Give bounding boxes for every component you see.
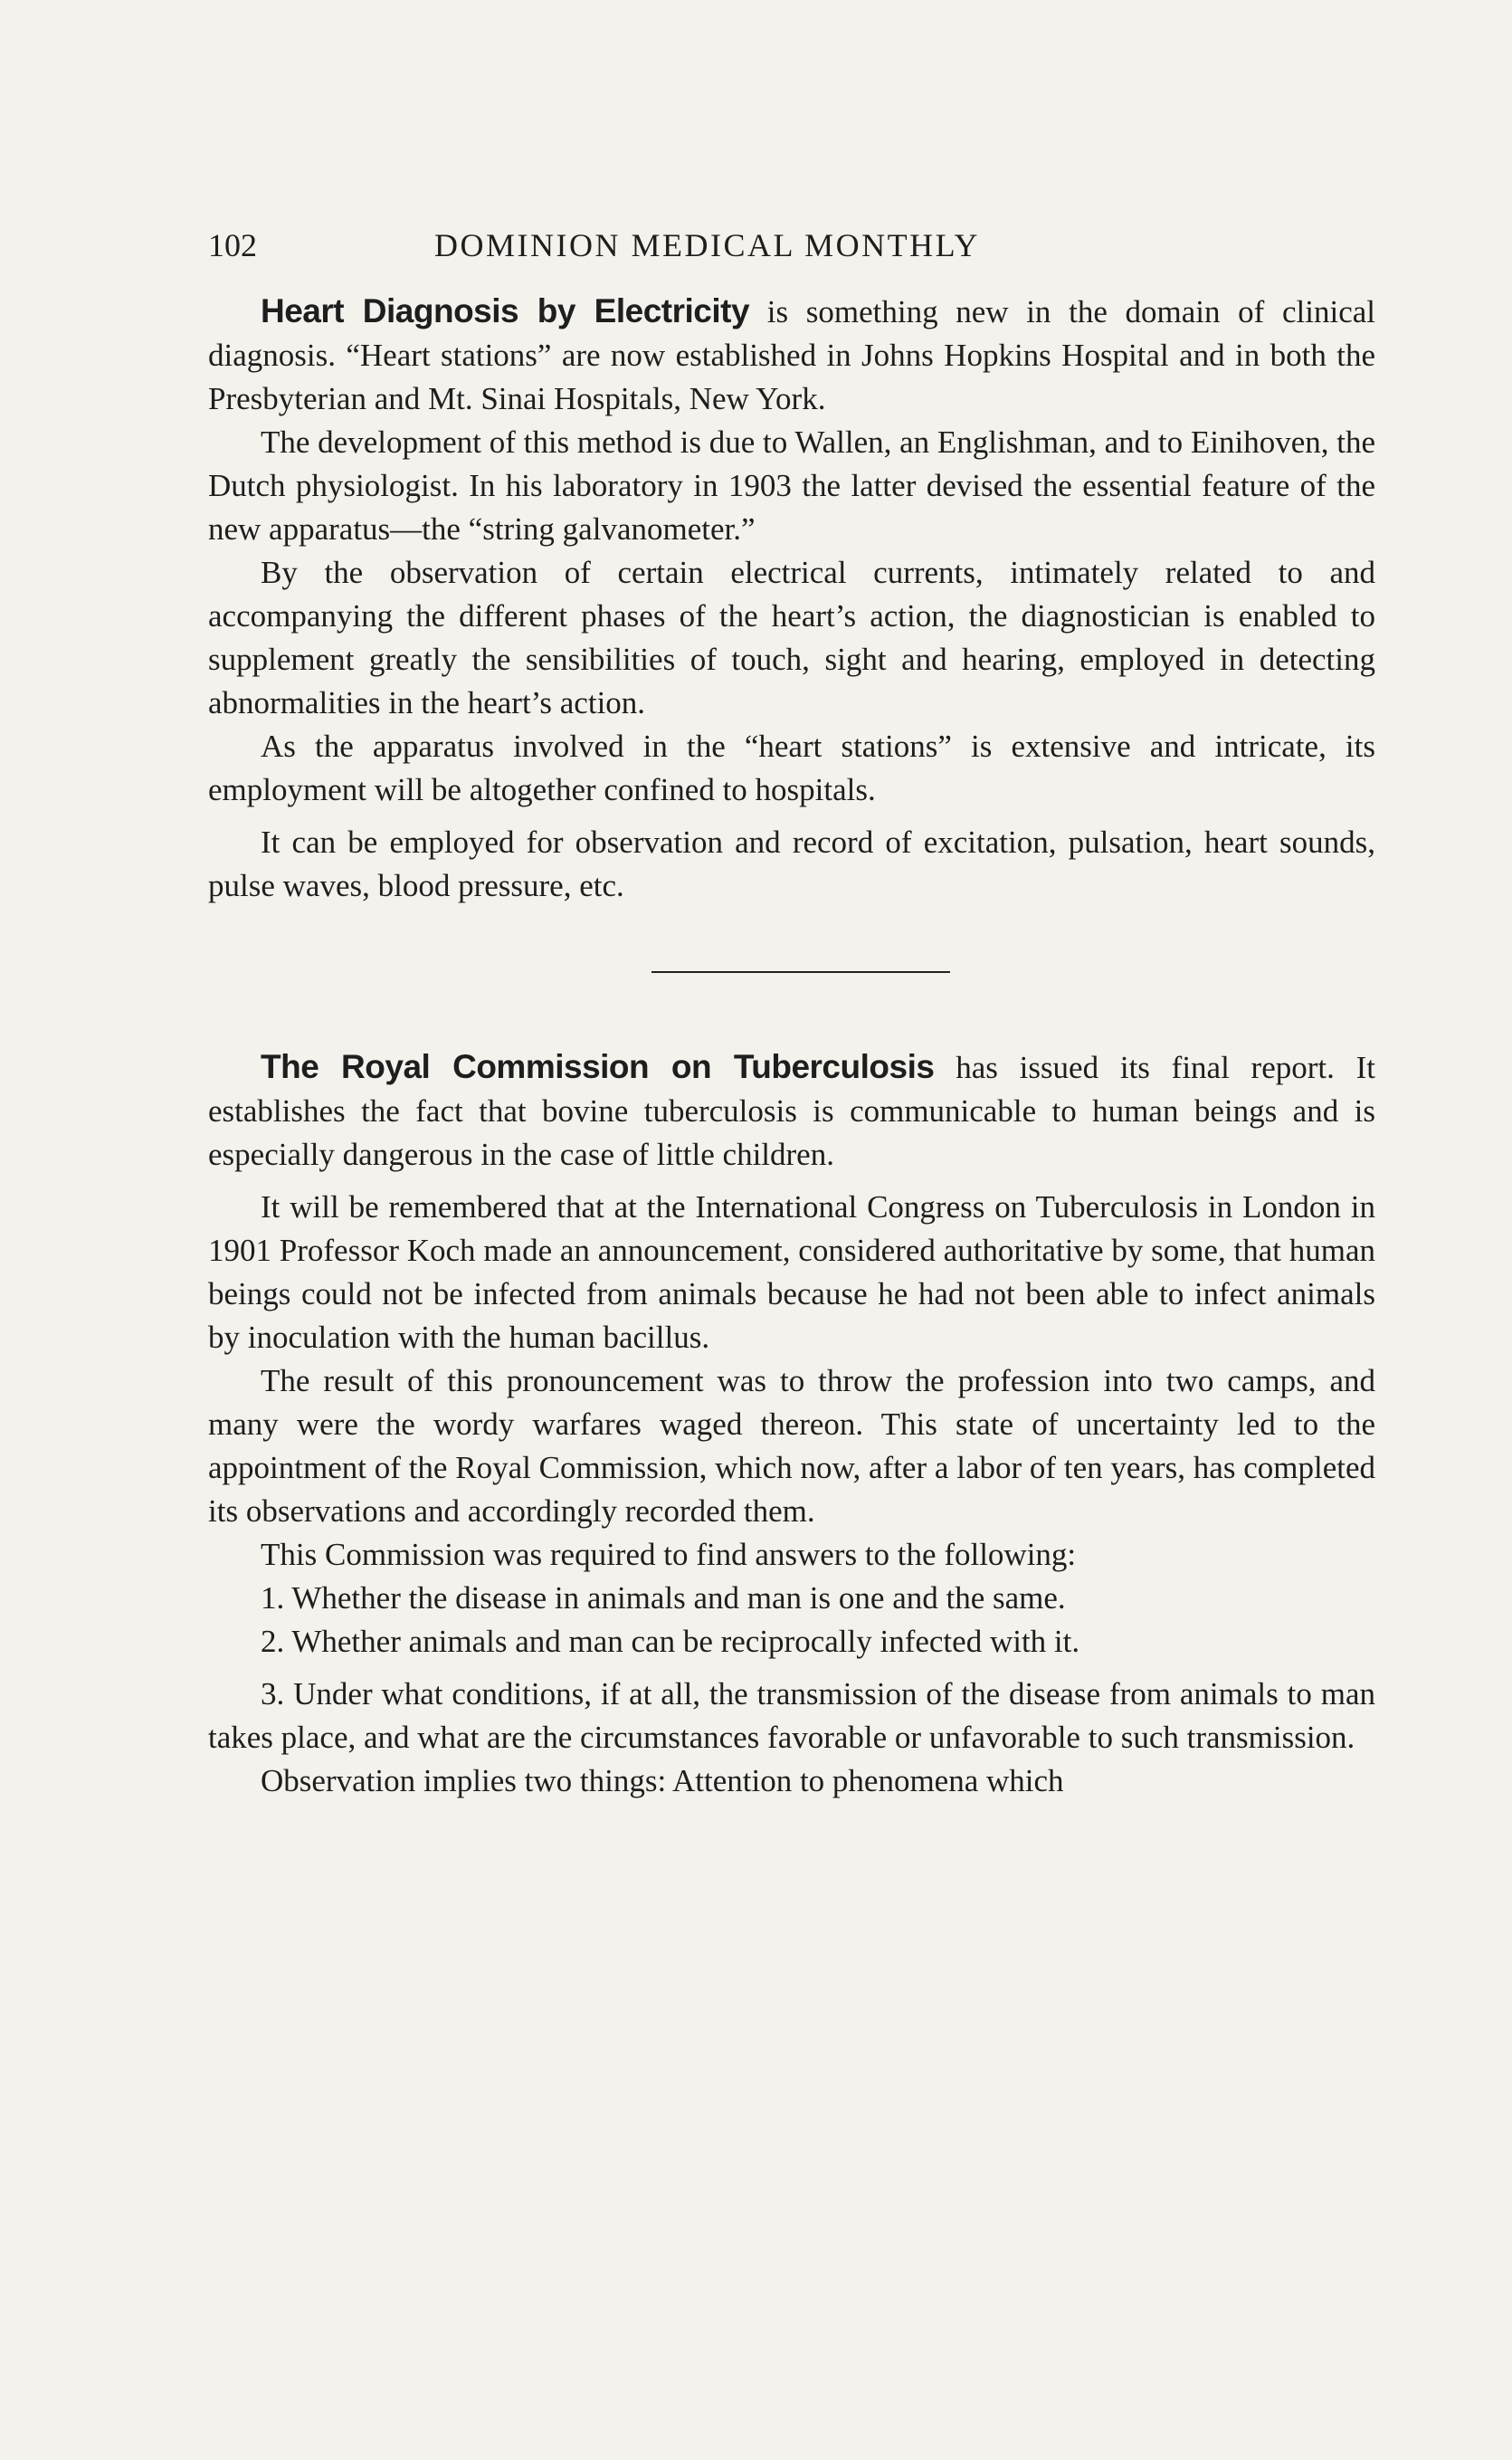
list-item: 1. Whether the disease in animals and man is one and the same. — [261, 1580, 1066, 1616]
page-header — [208, 226, 1375, 281]
article-paragraph: The development of this method is due to Wallen, an Englishman, and to Einihoven, the Dutch physiologist. In his laboratory in 1903 the latter devised the essential feature of the new apparatus—the “string galvanometer.” — [208, 424, 1375, 547]
article-paragraph: It will be remembered that at the International Congress on Tuberculosis in London in 1901 Professor Koch made an announcement, considered authoritative by some, that human beings could not be infected from animals because he had not been able to infect animals by inoculation with the human bacillus. — [208, 1189, 1375, 1355]
article-paragraph: The result of this pronouncement was to throw the profession into two camps, and many were the wordy warfares waged thereon. This state of uncertainty led to the appointment of the Royal Commission, which now, after a labor of ten years, has completed its observations and accordingly recorded them. — [208, 1363, 1375, 1529]
document-page — [208, 226, 1375, 1803]
article-paragraph: By the observation of certain electrical currents, intimately related to and accompanying the different phases of the heart’s action, the diagnostician is enabled to supplement greatly the sensibilities of touch, sight and hearing, employed in detecting abnormalities in the heart’s action. — [208, 555, 1375, 720]
article-paragraph: As the apparatus involved in the “heart stations” is extensive and intricate, its employment will be altogether confined to hospitals. — [208, 729, 1375, 807]
article-paragraph: Observation implies two things: Attention to phenomena which — [261, 1763, 1064, 1798]
paragraph-text: has issued its final report. It establishes the fact that bovine tuberculosis is communicable to human beings and is especially dangerous in the case of little children. — [208, 1050, 1376, 1172]
article-heart-diagnosis — [208, 290, 1375, 908]
article-royal-commission — [208, 1045, 1375, 1803]
list-item: 2. Whether animals and man can be reciprocally infected with it. — [261, 1624, 1080, 1659]
article-heading: The Royal Commission on Tuberculosis — [261, 1048, 935, 1085]
paragraph-text: is something new in the domain of clinical diagnosis. “Heart stations” are now established in Johns Hopkins Hospital and in both the Presbyterian and Mt. Sinai Hospitals, New York. — [208, 294, 1375, 416]
section-divider — [651, 971, 950, 973]
list-item: 3. Under what conditions, if at all, the transmission of the disease from animals to man takes place, and what are the circumstances favorable or unfavorable to such transmission. — [208, 1676, 1375, 1755]
article-paragraph — [208, 1045, 1375, 1177]
page-number: 102 — [208, 227, 257, 263]
article-paragraph: It can be employed for observation and record of excitation, pulsation, heart sounds, pulse waves, blood pressure, etc. — [208, 825, 1375, 903]
article-paragraph — [208, 290, 1375, 421]
article-paragraph: This Commission was required to find answers to the following: — [261, 1537, 1077, 1572]
article-heading: Heart Diagnosis by Electricity — [261, 292, 750, 329]
journal-title: DOMINION MEDICAL MONTHLY — [434, 227, 981, 263]
